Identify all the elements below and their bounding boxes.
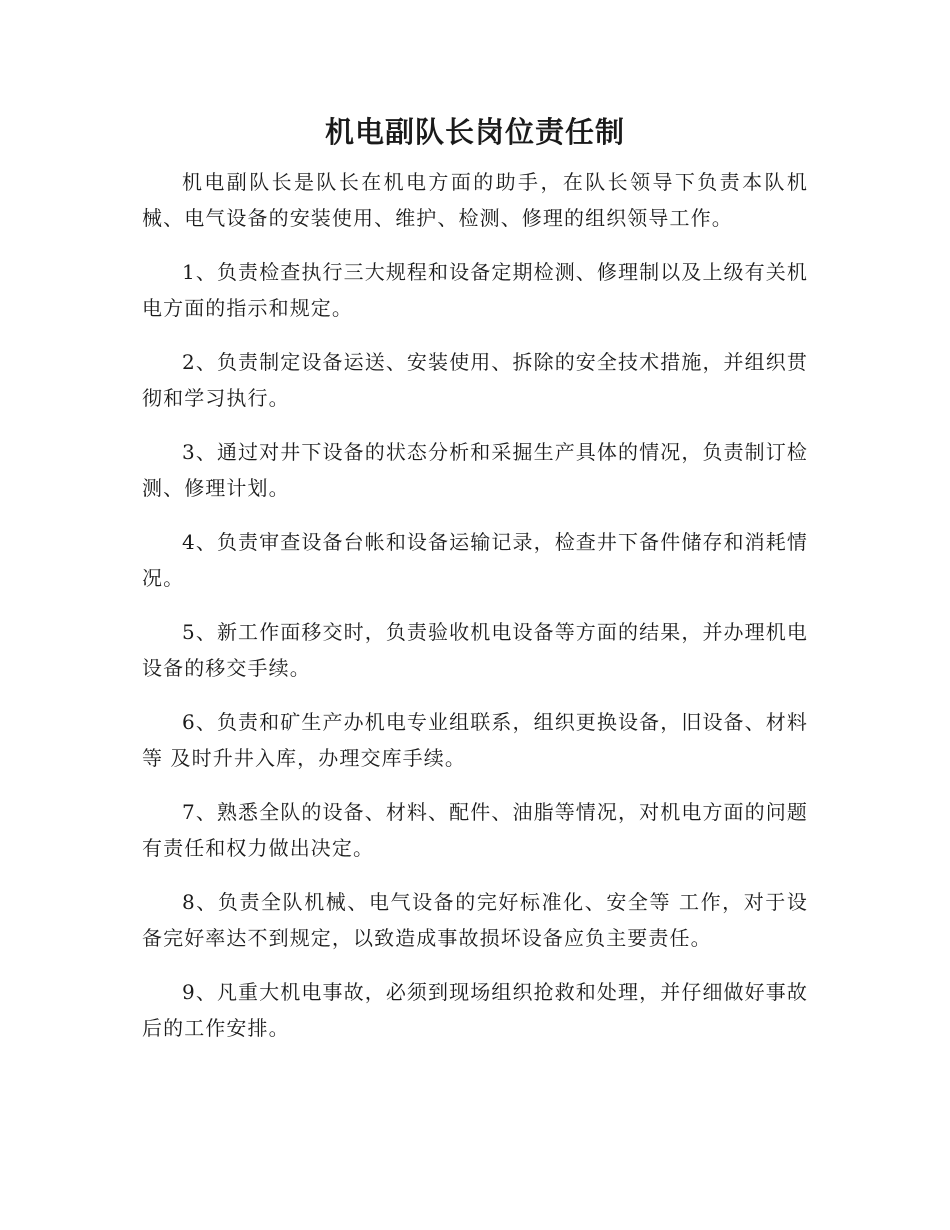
- duty-item-5: 5、新工作面移交时，负责验收机电设备等方面的结果，并办理机电设备的移交手续。: [142, 620, 808, 680]
- document-body: [142, 164, 808, 1064]
- duty-item-9: 9、凡重大机电事故，必须到现场组织抢救和处理，并仔细做好事故后的工作安排。: [142, 980, 808, 1040]
- duty-item-6: 6、负责和矿生产办机电专业组联系，组织更换设备，旧设备、材料等 及时升井入库，办理交库手续。: [142, 710, 808, 770]
- document-title: 机电副队长岗位责任制: [324, 115, 625, 149]
- duty-item-3: 3、通过对井下设备的状态分析和采掘生产具体的情况，负责制订检测、修理计划。: [142, 440, 808, 500]
- duty-item-4: 4、负责审查设备台帐和设备运输记录，检查井下备件储存和消耗情况。: [142, 530, 808, 590]
- duty-item-1: 1、负责检查执行三大规程和设备定期检测、修理制以及上级有关机电方面的指示和规定。: [142, 260, 808, 320]
- duty-item-8: 8、负责全队机械、电气设备的完好标准化、安全等 工作，对于设备完好率达不到规定，以致造成事故损坏设备应负主要责任。: [142, 890, 808, 950]
- duty-item-7: 7、熟悉全队的设备、材料、配件、油脂等情况，对机电方面的问题有责任和权力做出决定。: [142, 800, 808, 860]
- intro-paragraph: 机电副队长是队长在机电方面的助手，在队长领导下负责本队机械、电气设备的安装使用、维护、检测、修理的组织领导工作。: [142, 170, 808, 230]
- duty-item-2: 2、负责制定设备运送、安装使用、拆除的安全技术措施，并组织贯彻和学习执行。: [142, 350, 808, 410]
